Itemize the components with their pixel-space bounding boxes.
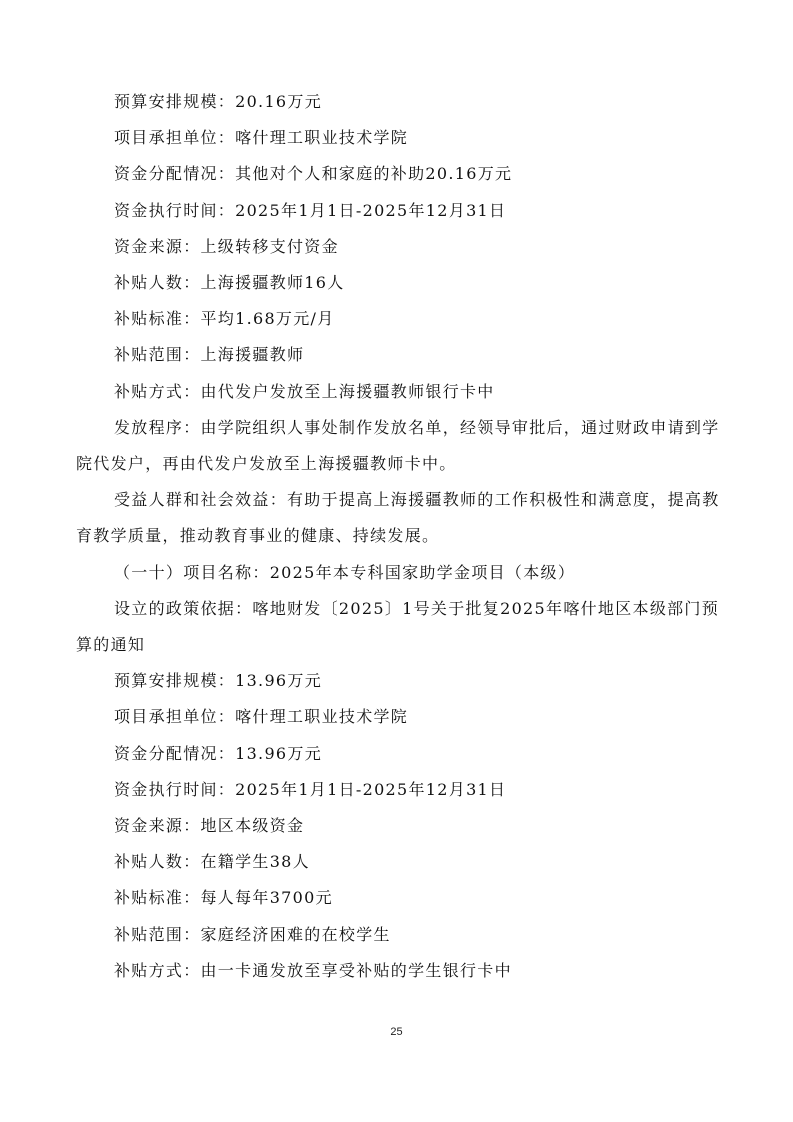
paragraph-subsidy-standard-2: 补贴标准：每人每年3700元 — [114, 888, 333, 908]
paragraph-subsidy-scope: 补贴范围：上海援疆教师 — [114, 345, 305, 365]
document-body — [76, 84, 726, 989]
paragraph-execution-time: 资金执行时间：2025年1月1日-2025年12月31日 — [114, 200, 507, 220]
paragraph-subsidy-method: 补贴方式：由代发户发放至上海援疆教师银行卡中 — [114, 381, 495, 401]
page-number: 25 — [390, 1026, 403, 1038]
paragraph-fund-allocation: 资金分配情况：其他对个人和家庭的补助20.16万元 — [114, 164, 513, 184]
paragraph-subsidy-count: 补贴人数：上海援疆教师16人 — [114, 273, 345, 293]
paragraph-subsidy-standard: 补贴标准：平均1.68万元/月 — [114, 309, 335, 329]
paragraph-beneficiaries: 受益人群和社会效益：有助于提高上海援疆教师的工作积极性和满意度，提高教育教学质量，推动教育事业的健康、持续发展。 — [76, 490, 720, 546]
paragraph-budget-scale-2: 预算安排规模：13.96万元 — [114, 671, 323, 691]
paragraph-undertaking-unit: 项目承担单位：喀什理工职业技术学院 — [114, 128, 409, 148]
paragraph-undertaking-unit-2: 项目承担单位：喀什理工职业技术学院 — [114, 707, 409, 727]
paragraph-distribution-procedure: 发放程序：由学院组织人事处制作发放名单，经领导审批后，通过财政申请到学院代发户，再由代发户发放至上海援疆教师卡中。 — [76, 417, 720, 474]
paragraph-subsidy-count-2: 补贴人数：在籍学生38人 — [114, 852, 310, 872]
paragraph-policy-basis: 设立的政策依据：喀地财发〔2025〕1号关于批复2025年喀什地区本级部门预算的通知 — [76, 598, 720, 655]
paragraph-fund-source: 资金来源：上级转移支付资金 — [114, 236, 339, 256]
paragraph-fund-source-2: 资金来源：地区本级资金 — [114, 816, 305, 836]
paragraph-fund-allocation-2: 资金分配情况：13.96万元 — [114, 743, 323, 763]
section-heading-project-11: （一十）项目名称：2025年本专科国家助学金项目（本级） — [114, 562, 576, 582]
paragraph-budget-scale: 预算安排规模：20.16万元 — [114, 92, 323, 111]
paragraph-subsidy-scope-2: 补贴范围：家庭经济困难的在校学生 — [114, 924, 391, 944]
paragraph-execution-time-2: 资金执行时间：2025年1月1日-2025年12月31日 — [114, 779, 507, 799]
paragraph-subsidy-method-2: 补贴方式：由一卡通发放至享受补贴的学生银行卡中 — [114, 960, 512, 980]
